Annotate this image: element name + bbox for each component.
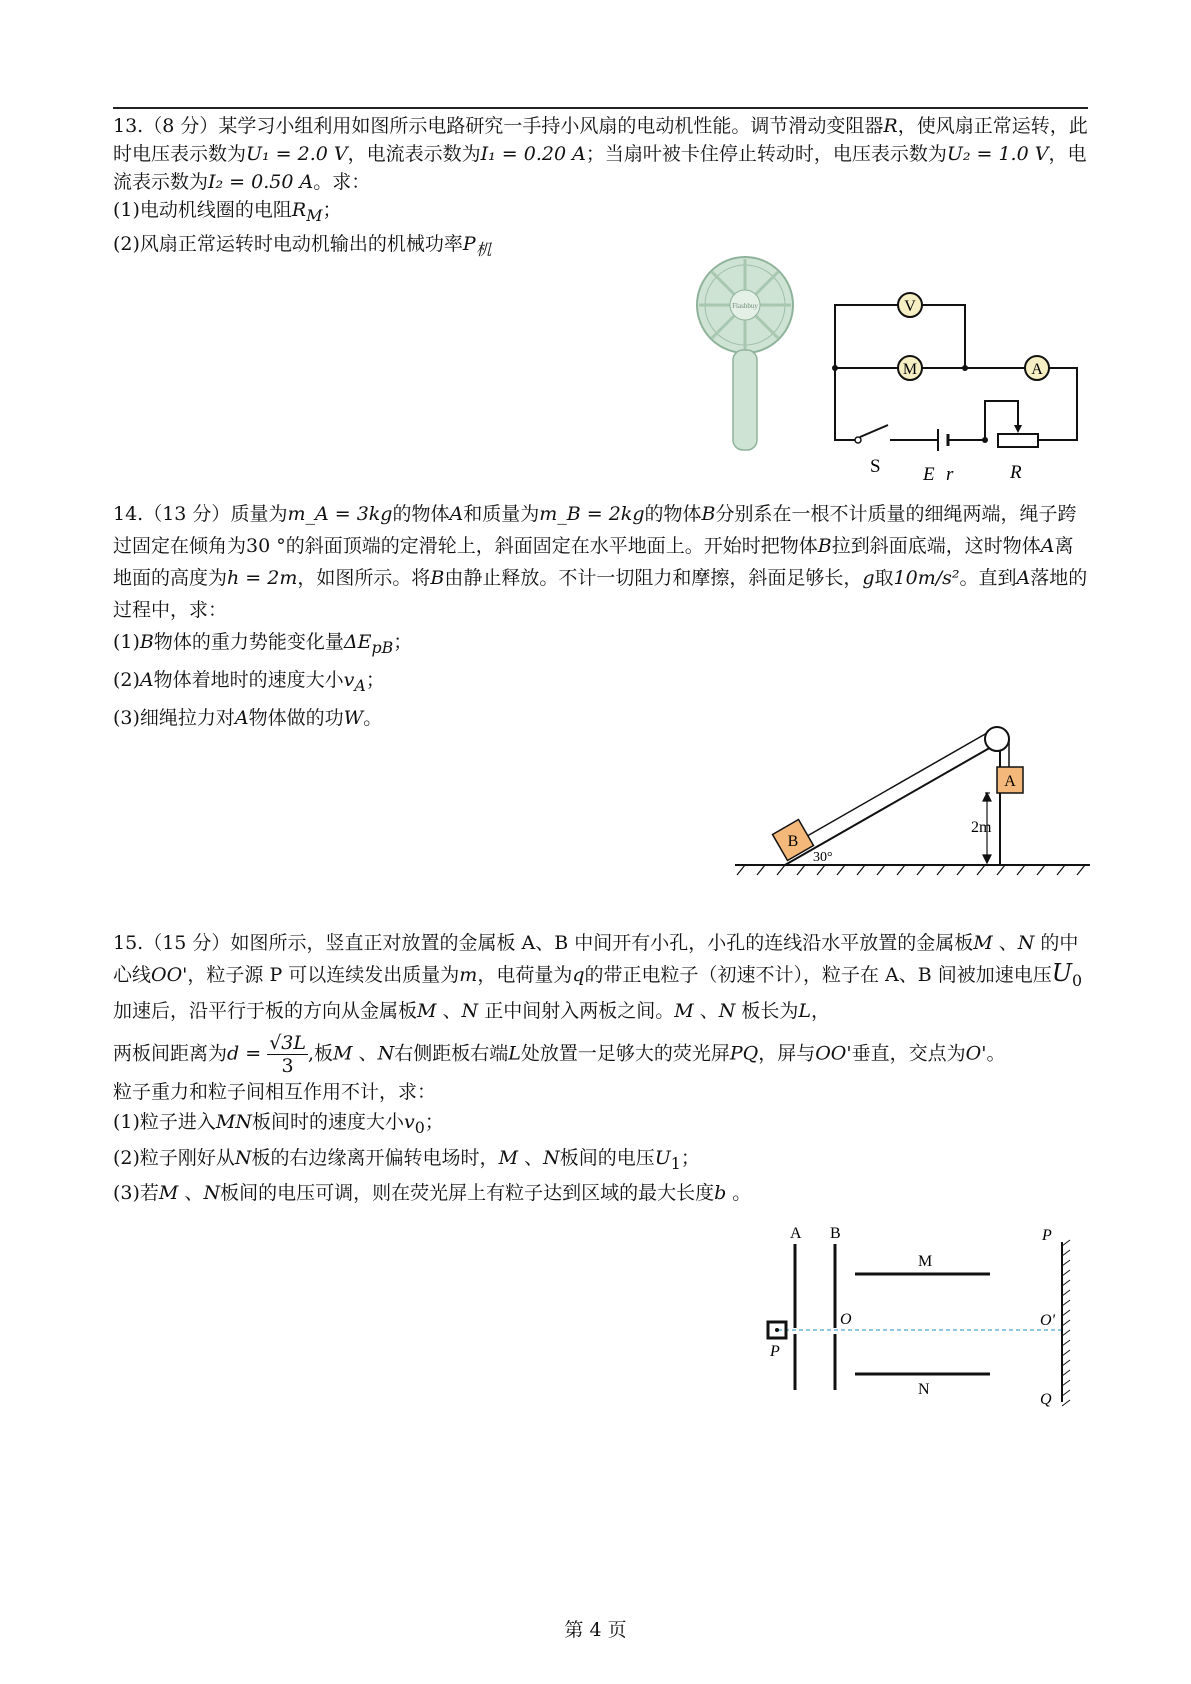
q13-sub1: (1)电动机线圈的电阻$R_M$；	[113, 199, 342, 225]
question-15	[113, 928, 1088, 1208]
q14-sub3: (3)细绳拉力对A物体做的功W。	[113, 706, 383, 729]
q15-sub1: (1)粒子进入MN板间时的速度大小$v_0$；	[113, 1110, 444, 1137]
incline-pulley-figure	[735, 715, 1095, 885]
q14-sub2: (2)A物体着地时的速度大小$v_A$；	[113, 668, 385, 695]
page-footer: 第 4 页	[564, 1619, 627, 1641]
plate-A	[790, 1225, 802, 1390]
deflection-figure	[750, 1222, 1090, 1412]
pulley	[985, 727, 1009, 751]
plate-M	[855, 1253, 990, 1274]
svg-text:M: M	[902, 361, 918, 378]
voltmeter	[898, 293, 922, 317]
svg-text:O': O'	[1040, 1312, 1055, 1329]
svg-text:A: A	[1031, 361, 1043, 378]
svg-text:N: N	[918, 1381, 930, 1398]
label-O: O	[840, 1311, 852, 1328]
internal-resistance-label: r	[946, 464, 954, 485]
block-B	[773, 820, 814, 861]
q15-stem-2: 两板间距离为d = $\frac{√3L}{3}$ ,板M 、N右侧距板右端L处放置一足够大的荧光屏PQ，屏与OO'垂直，交点为O'。	[113, 1031, 1006, 1077]
angle-label: 30°	[813, 850, 833, 865]
question-14	[113, 498, 1088, 734]
q14-stem: 14.（13 分）质量为m_A = 3kg的物体A和质量为m_B = 2kg的物体B分别系在一根不计质量的细绳两端，绳子跨过固定在倾角为30 °的斜面顶端的定滑轮上，斜面固定在水平地面上。开始时把物体B拉到斜面底端，这时物体A离地面的高度为h = 2m，如图所示。将B由静止释放。不计一切阻力和摩擦，斜面足够长，g取10m/s²。直到A落地的过程中，求：	[113, 503, 1088, 621]
switch-label: S	[870, 456, 881, 477]
svg-text:M: M	[918, 1253, 933, 1270]
screen-PQ	[1040, 1227, 1070, 1408]
svg-text:B: B	[787, 833, 799, 850]
svg-text:Q: Q	[1040, 1391, 1052, 1408]
circuit-diagram	[820, 285, 1090, 485]
question-13	[113, 112, 1088, 264]
rope-incline	[795, 733, 987, 843]
fan-head	[697, 257, 793, 353]
q14-sub1: (1)B物体的重力势能变化量$\Delta E_{pB}$；	[113, 631, 413, 657]
rheostat	[998, 434, 1038, 447]
fan-handle	[733, 350, 757, 450]
top-rule	[113, 107, 1088, 109]
svg-text:B: B	[830, 1225, 841, 1242]
motor	[898, 356, 922, 380]
rheostat-label: R	[1010, 462, 1022, 483]
incline	[785, 742, 1000, 865]
ammeter	[1025, 356, 1049, 380]
q13-stem: 13.（8 分）某学习小组利用如图所示电路研究一手持小风扇的电动机性能。调节滑动变阻器R，使风扇正常运转，此时电压表示数为U₁ = 2.0 V，电流表示数为I₁ = 0.20 A；当扇叶被卡住停止转动时，电压表示数为U₂ = 1.0 V，电流表示数为I₂ = 0.50 A。求：	[113, 115, 1088, 193]
block-A	[997, 767, 1023, 793]
distance-fraction: $\frac{√3L}{3}$	[269, 1031, 306, 1077]
q15-sub3: (3)若M 、N板间的电压可调，则在荧光屏上有粒子达到区域的最大长度b 。	[113, 1182, 752, 1205]
q15-stem-3: 粒子重力和粒子间相互作用不计，求：	[113, 1080, 437, 1103]
handheld-fan-figure	[690, 250, 800, 455]
q15-sub2: (2)粒子刚好从N板的右边缘离开偏转电场时，M 、N板间的电压$U_1$；	[113, 1146, 700, 1173]
plate-B	[830, 1225, 841, 1390]
emf-label: E	[923, 464, 935, 485]
q13-sub2: (2)风扇正常运转时电动机输出的机械功率$P_机$	[113, 232, 492, 259]
plate-N	[855, 1374, 990, 1398]
fan-brand-label: Flashbuy	[732, 302, 758, 310]
svg-text:P: P	[1042, 1227, 1052, 1244]
svg-text:A: A	[790, 1225, 802, 1242]
svg-text:V: V	[904, 298, 916, 315]
svg-text:P: P	[770, 1343, 780, 1360]
q15-stem: 15.（15 分）如图所示，竖直正对放置的金属板 A、B 中间开有小孔，小孔的连线沿水平放置的金属板M 、N 的中心线OO'，粒子源 P 可以连续发出质量为m，电荷量为q的带正电粒子（初速不计），粒子在 A、B 间被加速电压$U_0$加速后，沿平行于板的方向从金属板M 、N 正中间射入两板之间。M 、N 板长为L，	[113, 932, 1083, 1022]
height-label: 2m	[971, 819, 992, 836]
svg-text:A: A	[1004, 773, 1016, 790]
particle-source	[768, 1322, 786, 1360]
